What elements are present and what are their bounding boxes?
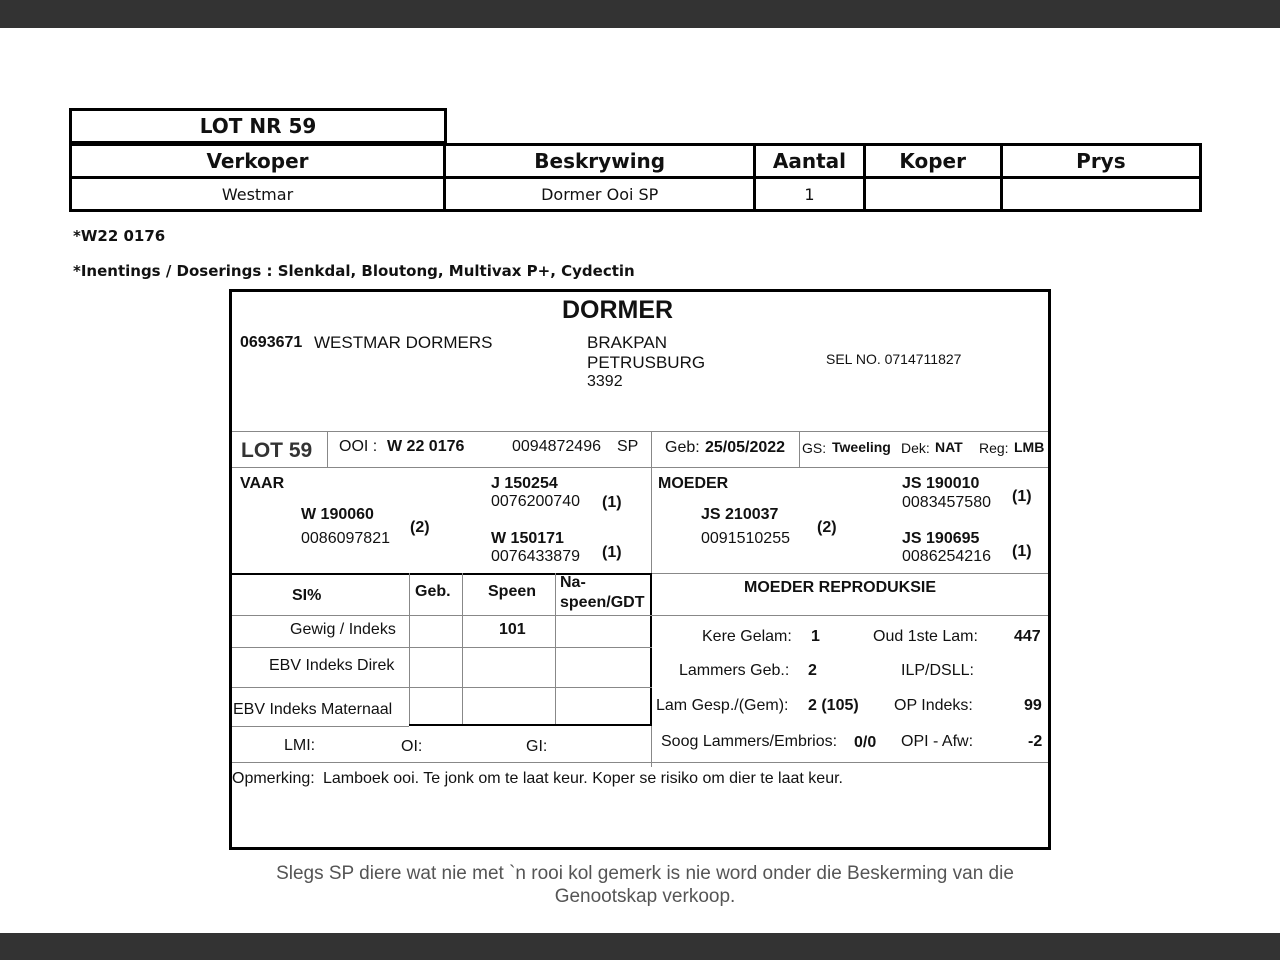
header-price: Prys xyxy=(1001,145,1200,178)
sale-table xyxy=(69,108,1202,216)
address-line-2: PETRUSBURG xyxy=(587,353,706,372)
top-bar xyxy=(0,0,1280,28)
ooi-value: W 22 0176 xyxy=(387,438,465,455)
dam-dam-id: JS 190695 xyxy=(902,530,980,547)
cell-number: SEL NO. 0714711827 xyxy=(826,351,962,367)
dam-sire-count: (1) xyxy=(1012,488,1032,505)
dek-value: NAT xyxy=(935,439,963,455)
header-description: Beskrywing xyxy=(445,145,755,178)
animal-card xyxy=(229,289,1051,850)
si-col-geb: Geb. xyxy=(415,583,451,600)
si-row-gewig: Gewig / Indeks xyxy=(290,621,396,638)
lam-gesp-label: Lam Gesp./(Gem): xyxy=(656,697,789,714)
sire-label: VAAR xyxy=(240,475,285,492)
opi-value: -2 xyxy=(1028,733,1043,750)
oi-label: OI: xyxy=(401,738,423,755)
op-indeks-label: OP Indeks: xyxy=(894,697,973,714)
vaccination-note: *Inentings / Doserings : Slenkdal, Bloutong, Multivax P+, Cydectin xyxy=(73,262,635,280)
gs-value: Tweeling xyxy=(832,439,891,455)
op-indeks-value: 99 xyxy=(1024,697,1042,714)
cell-seller: Westmar xyxy=(71,178,445,211)
sire-count: (2) xyxy=(410,519,430,536)
sire-dam-count: (1) xyxy=(602,544,622,561)
sire-sire-count: (1) xyxy=(602,494,622,511)
birth-label: Geb: xyxy=(665,439,700,456)
breeder-number: 0693671 xyxy=(240,334,303,351)
reg-value: LMB xyxy=(1014,439,1045,455)
sire-id: W 190060 xyxy=(301,506,374,523)
lam-gesp-value: 2 (105) xyxy=(808,697,859,714)
footer-note: Slegs SP diere wat nie met `n rooi kol gemerk is nie word onder die Beskerming van die Genootskap verkoop. xyxy=(276,863,1014,907)
si-row-ebv-direk: EBV Indeks Direk xyxy=(269,657,395,674)
dam-reg: 0091510255 xyxy=(701,530,790,547)
address-line-3: 3392 xyxy=(587,373,623,390)
header-buyer: Koper xyxy=(864,145,1001,178)
sale-grid xyxy=(69,143,1202,212)
lammers-geb-label: Lammers Geb.: xyxy=(679,662,790,679)
sire-reg: 0086097821 xyxy=(301,530,390,547)
si-col-speen: Speen xyxy=(488,583,537,600)
header-quantity: Aantal xyxy=(755,145,864,178)
si-col-naspeen-2: speen/GDT xyxy=(560,594,645,611)
sire-sire-id: J 150254 xyxy=(491,475,558,492)
soog-value: 0/0 xyxy=(854,734,877,751)
lot-number: LOT NR 59 xyxy=(69,108,447,144)
dam-count: (2) xyxy=(817,519,837,536)
soog-label: Soog Lammers/Embrios: xyxy=(661,733,838,750)
bottom-bar xyxy=(0,933,1280,960)
sire-dam-id: W 150171 xyxy=(491,530,564,547)
lot-label: LOT 59 xyxy=(241,439,313,462)
si-col-naspeen-1: Na- xyxy=(560,574,586,591)
oud-1ste-lam-label: Oud 1ste Lam: xyxy=(873,628,978,645)
breed-title: DORMER xyxy=(562,296,674,324)
si-header: SI% xyxy=(292,587,322,604)
opi-label: OPI - Afw: xyxy=(901,733,974,750)
dam-sire-reg: 0083457580 xyxy=(902,494,991,511)
kere-gelam-value: 1 xyxy=(811,628,820,645)
dam-sire-id: JS 190010 xyxy=(902,475,980,492)
gi-label: GI: xyxy=(526,738,548,755)
header-seller: Verkoper xyxy=(71,145,445,178)
birth-date: 25/05/2022 xyxy=(705,439,786,456)
dek-label: Dek: xyxy=(901,440,930,456)
cell-quantity: 1 xyxy=(755,178,864,211)
sire-sire-reg: 0076200740 xyxy=(491,493,580,510)
sire-dam-reg: 0076433879 xyxy=(491,548,580,565)
gewig-speen-value: 101 xyxy=(499,621,526,638)
sp-mark: SP xyxy=(617,438,639,455)
animal-id-note: *W22 0176 xyxy=(73,227,166,245)
lmi-label: LMI: xyxy=(284,737,316,754)
si-row-ebv-maternaal: EBV Indeks Maternaal xyxy=(233,701,393,718)
cell-description: Dormer Ooi SP xyxy=(445,178,755,211)
reg-label: Reg: xyxy=(979,440,1009,456)
breeder-name: WESTMAR DORMERS xyxy=(314,333,493,352)
ilp-label: ILP/DSLL: xyxy=(901,662,974,679)
kere-gelam-label: Kere Gelam: xyxy=(702,628,792,645)
gs-label: GS: xyxy=(802,440,827,456)
dam-label: MOEDER xyxy=(658,475,729,492)
repro-title: MOEDER REPRODUKSIE xyxy=(744,579,937,596)
dam-dam-count: (1) xyxy=(1012,543,1032,560)
remark-label: Opmerking: xyxy=(232,770,315,787)
address-line-1: BRAKPAN xyxy=(587,333,667,352)
remark-text: Lamboek ooi. Te jonk om te laat keur. Koper se risiko om dier te laat keur. xyxy=(323,770,843,787)
lammers-geb-value: 2 xyxy=(808,662,817,679)
ooi-label: OOI : xyxy=(339,438,378,455)
cell-buyer xyxy=(864,178,1001,211)
cell-price xyxy=(1001,178,1200,211)
dam-id: JS 210037 xyxy=(701,506,779,523)
registration-number: 0094872496 xyxy=(512,438,601,455)
dam-dam-reg: 0086254216 xyxy=(902,548,991,565)
oud-1ste-lam-value: 447 xyxy=(1014,628,1041,645)
